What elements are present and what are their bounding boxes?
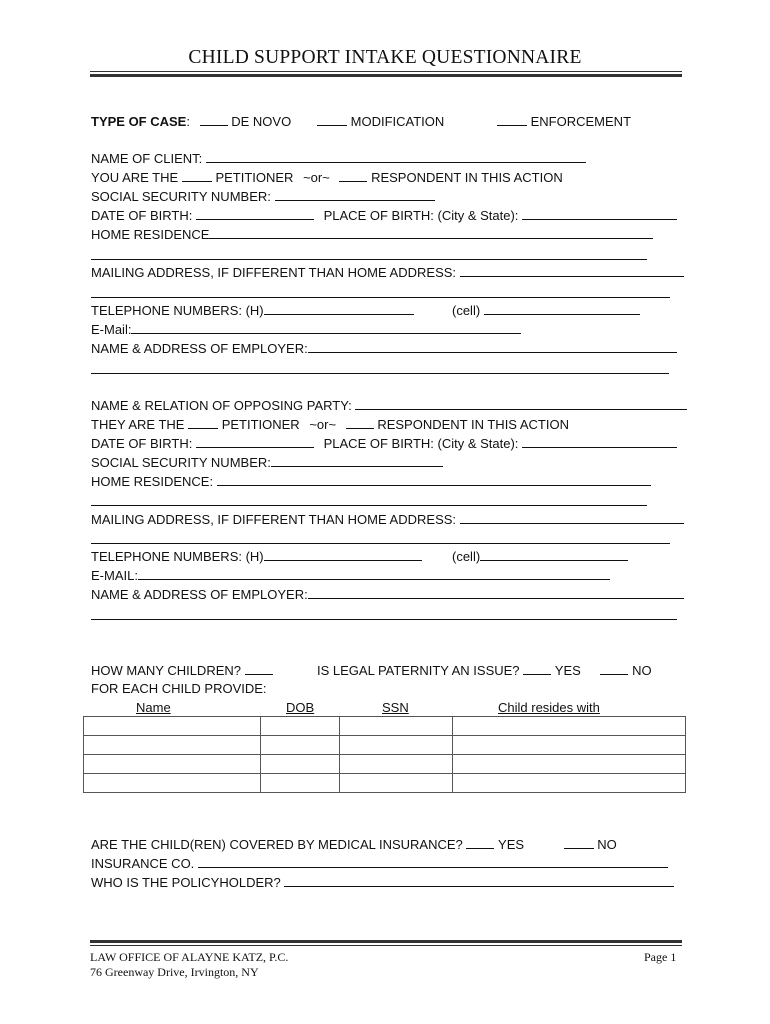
opposing-name-row — [91, 397, 687, 414]
client-employer-field-line2[interactable] — [91, 373, 669, 374]
client-dob-row — [91, 207, 677, 224]
child-resides-cell[interactable] — [453, 736, 686, 755]
opposing-dob-label: DATE OF BIRTH: — [91, 436, 193, 451]
opposing-pob-field[interactable] — [522, 435, 677, 448]
col-resides-header: Child resides with — [498, 700, 600, 715]
title-rule-thin — [90, 71, 682, 72]
child-name-cell[interactable] — [84, 717, 261, 736]
how-many-children-field[interactable] — [245, 662, 273, 675]
opposing-petitioner-blank[interactable] — [188, 416, 218, 429]
client-or-label: ~or~ — [303, 170, 330, 185]
title-rule-thick — [90, 74, 682, 77]
client-petitioner-blank[interactable] — [182, 169, 212, 182]
opposing-email-field[interactable] — [138, 567, 610, 580]
opposing-home-phone-field[interactable] — [264, 548, 422, 561]
you-are-the-label: YOU ARE THE — [91, 170, 179, 185]
footer-rule-thick — [90, 940, 682, 943]
footer-rule-thin — [90, 945, 682, 946]
client-mailing-label: MAILING ADDRESS, IF DIFFERENT THAN HOME ADDRESS: — [91, 265, 457, 280]
type-of-case-row — [91, 113, 291, 130]
type-of-case-colon: : — [186, 114, 190, 129]
child-dob-cell[interactable] — [261, 736, 340, 755]
client-home-field-line2[interactable] — [91, 259, 647, 260]
child-dob-cell[interactable] — [261, 774, 340, 793]
table-row — [84, 774, 686, 793]
child-resides-cell[interactable] — [453, 755, 686, 774]
type-of-case-label: TYPE OF CASE — [91, 114, 187, 129]
client-mailing-field[interactable] — [460, 264, 684, 277]
children-table — [83, 716, 686, 793]
col-ssn-header: SSN — [382, 700, 409, 715]
opposing-mailing-label: MAILING ADDRESS, IF DIFFERENT THAN HOME ADDRESS: — [91, 512, 457, 527]
table-row — [84, 736, 686, 755]
client-mailing-field-line2[interactable] — [91, 297, 670, 298]
client-employer-field[interactable] — [308, 340, 677, 353]
for-each-child-label: FOR EACH CHILD PROVIDE: — [91, 681, 267, 696]
insurance-company-row — [91, 855, 668, 872]
opposing-phone-label: TELEPHONE NUMBERS: (H) — [91, 549, 264, 564]
paternity-row — [317, 662, 652, 679]
opposing-name-field[interactable] — [355, 397, 687, 410]
opposing-employer-field-line2[interactable] — [91, 619, 677, 620]
opposing-role-row — [91, 416, 569, 433]
opposing-cell-label: (cell) — [452, 549, 481, 564]
client-ssn-label: SOCIAL SECURITY NUMBER: — [91, 189, 271, 204]
opposing-mailing-row — [91, 511, 684, 528]
footer-page-number: Page 1 — [644, 950, 677, 964]
client-role-row — [91, 169, 563, 186]
opposing-ssn-label: SOCIAL SECURITY NUMBER: — [91, 455, 271, 470]
insurance-covered-label: ARE THE CHILD(REN) COVERED BY MEDICAL INSURANCE? — [91, 837, 463, 852]
opposing-ssn-row — [91, 454, 443, 471]
child-resides-cell[interactable] — [453, 774, 686, 793]
opposing-or-label: ~or~ — [309, 417, 337, 432]
client-employer-row — [91, 340, 677, 357]
client-home-row — [91, 226, 653, 243]
client-dob-field[interactable] — [196, 207, 314, 220]
modification-blank[interactable] — [317, 113, 347, 126]
child-name-cell[interactable] — [84, 774, 261, 793]
enforcement-row — [497, 113, 631, 130]
opposing-home-field-line2[interactable] — [91, 505, 647, 506]
client-ssn-field[interactable] — [275, 188, 435, 201]
insurance-yes-blank[interactable] — [466, 836, 494, 849]
client-ssn-row — [91, 188, 435, 205]
child-name-cell[interactable] — [84, 736, 261, 755]
children-count-row — [91, 662, 273, 679]
client-name-field[interactable] — [206, 150, 586, 163]
child-ssn-cell[interactable] — [340, 755, 453, 774]
client-home-phone-field[interactable] — [264, 302, 414, 315]
footer-address: 76 Greenway Drive, Irvington, NY — [90, 965, 259, 979]
client-home-field[interactable] — [209, 226, 653, 239]
opposing-phone-row — [91, 548, 422, 565]
they-are-the-label: THEY ARE THE — [91, 417, 185, 432]
opposing-dob-field[interactable] — [196, 435, 314, 448]
opposing-name-label: NAME & RELATION OF OPPOSING PARTY: — [91, 398, 352, 413]
opposing-employer-row — [91, 586, 684, 603]
col-dob-header: DOB — [286, 700, 315, 715]
child-resides-cell[interactable] — [453, 717, 686, 736]
modification-row — [317, 113, 444, 130]
policyholder-label: WHO IS THE POLICYHOLDER? — [91, 875, 281, 890]
opposing-mailing-field-line2[interactable] — [91, 543, 670, 544]
for-each-child-row — [91, 681, 267, 697]
client-mailing-row — [91, 264, 684, 281]
child-name-cell[interactable] — [84, 755, 261, 774]
client-petitioner-label: PETITIONER — [215, 170, 294, 185]
opposing-respondent-label: RESPONDENT IN THIS ACTION — [377, 417, 569, 432]
insurance-yes-label: YES — [498, 837, 525, 852]
table-row — [84, 717, 686, 736]
child-ssn-cell[interactable] — [340, 736, 453, 755]
paternity-label: IS LEGAL PATERNITY AN ISSUE? — [317, 663, 520, 678]
opposing-home-row — [91, 473, 651, 490]
table-row — [84, 755, 686, 774]
client-cell-field[interactable] — [484, 302, 640, 315]
client-email-label: E-Mail: — [91, 322, 132, 337]
insurance-company-label: INSURANCE CO. — [91, 856, 195, 871]
enforcement-blank[interactable] — [497, 113, 527, 126]
paternity-no-blank[interactable] — [600, 662, 628, 675]
opposing-email-label: E-MAIL: — [91, 568, 138, 583]
client-dob-label: DATE OF BIRTH: — [91, 208, 193, 223]
insurance-company-field[interactable] — [198, 855, 668, 868]
insurance-covered-row — [91, 836, 617, 853]
client-name-row — [91, 150, 586, 167]
client-email-field[interactable] — [131, 321, 521, 334]
child-dob-cell[interactable] — [261, 755, 340, 774]
footer-firm-name: LAW OFFICE OF ALAYNE KATZ, P.C. — [90, 950, 289, 964]
child-ssn-cell[interactable] — [340, 717, 453, 736]
opposing-pob-label: PLACE OF BIRTH: (City & State): — [323, 436, 519, 451]
client-phone-row — [91, 302, 414, 319]
client-employer-label: NAME & ADDRESS OF EMPLOYER: — [91, 341, 308, 356]
paternity-yes-blank[interactable] — [523, 662, 551, 675]
opposing-employer-label: NAME & ADDRESS OF EMPLOYER: — [91, 587, 308, 602]
client-email-row — [91, 321, 521, 338]
insurance-no-label: NO — [597, 837, 617, 852]
policyholder-row — [91, 874, 674, 891]
opposing-cell-row — [452, 548, 628, 565]
de-novo-blank[interactable] — [200, 113, 228, 126]
opposing-employer-field[interactable] — [308, 586, 684, 599]
page-title: CHILD SUPPORT INTAKE QUESTIONNAIRE — [188, 47, 582, 68]
opposing-petitioner-label: PETITIONER — [221, 417, 300, 432]
paternity-no-label: NO — [632, 663, 652, 678]
opposing-cell-field[interactable] — [480, 548, 628, 561]
modification-option: MODIFICATION — [350, 114, 445, 129]
client-pob-label: PLACE OF BIRTH: (City & State): — [323, 208, 519, 223]
opposing-respondent-blank[interactable] — [346, 416, 374, 429]
client-home-label: HOME RESIDENCE — [91, 227, 210, 242]
opposing-dob-row — [91, 435, 677, 452]
insurance-no-blank[interactable] — [564, 836, 594, 849]
de-novo-option: DE NOVO — [231, 114, 292, 129]
opposing-home-label: HOME RESIDENCE: — [91, 474, 214, 489]
client-name-label: NAME OF CLIENT: — [91, 151, 203, 166]
paternity-yes-label: YES — [554, 663, 581, 678]
how-many-children-label: HOW MANY CHILDREN? — [91, 663, 242, 678]
client-cell-label: (cell) — [452, 303, 481, 318]
opposing-ssn-field[interactable] — [271, 454, 443, 467]
client-respondent-label: RESPONDENT IN THIS ACTION — [371, 170, 563, 185]
child-ssn-cell[interactable] — [340, 774, 453, 793]
client-cell-row — [452, 302, 640, 319]
child-dob-cell[interactable] — [261, 717, 340, 736]
opposing-mailing-field[interactable] — [460, 511, 684, 524]
opposing-home-field[interactable] — [217, 473, 651, 486]
opposing-email-row — [91, 567, 610, 584]
policyholder-field[interactable] — [284, 874, 674, 887]
client-respondent-blank[interactable] — [339, 169, 367, 182]
col-name-header: Name — [136, 700, 171, 715]
client-phone-label: TELEPHONE NUMBERS: (H) — [91, 303, 264, 318]
client-pob-field[interactable] — [522, 207, 677, 220]
enforcement-option: ENFORCEMENT — [530, 114, 632, 129]
